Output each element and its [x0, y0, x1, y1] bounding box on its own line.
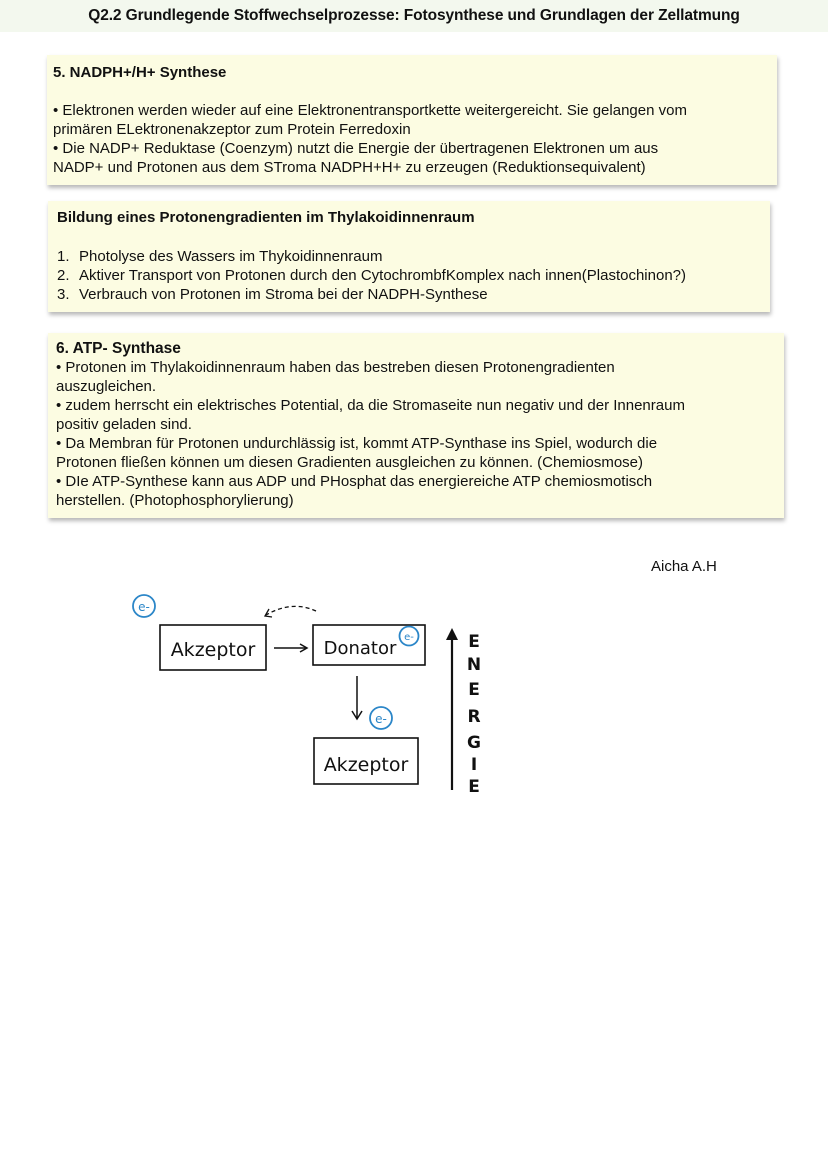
energy-letter: G [467, 733, 481, 753]
list-text: Photolyse des Wassers im Thykoidinnenraum [79, 248, 383, 265]
energy-letter: R [467, 707, 481, 727]
nadph-synthesis-title: 5. NADPH+/H+ Synthese [53, 64, 227, 81]
list-number: 3. [57, 286, 70, 303]
energy-letter: I [470, 755, 478, 775]
energy-label [467, 632, 481, 797]
energy-letter: E [468, 632, 480, 652]
atp-synthase-title: 6. ATP- Synthase [56, 340, 181, 357]
energy-letter: N [466, 655, 482, 675]
donator-label: Donator [323, 638, 397, 659]
energy-letter: E [468, 777, 480, 797]
list-text: Verbrauch von Protonen im Stroma bei der NADPH-Synthese [79, 286, 488, 303]
atp-line: Protonen fließen können um diesen Gradienten ausgleichen zu können. (Chemiosmose) [56, 454, 644, 471]
author-name: Aicha A.H [651, 558, 717, 575]
proton-gradient-title: Bildung eines Protonengradienten im Thylakoidinnenraum [57, 209, 475, 226]
atp-line: • Protonen im Thylakoidinnenraum haben das bestreben diesen Protonengradienten [56, 359, 615, 376]
electron-icon [133, 595, 155, 617]
nadph-line: primären ELektronenakzeptor zum Protein Ferredoxin [53, 121, 411, 138]
list-number: 2. [57, 267, 70, 284]
energy-arrow-icon [446, 628, 458, 790]
atp-line: positiv geladen sind. [56, 416, 192, 433]
dashed-curved-arrow-icon [265, 606, 316, 617]
nadph-line: • Elektronen werden wieder auf eine Elektronentransportkette weitergereicht. Sie gelangen vom [53, 102, 687, 119]
atp-line: auszugleichen. [56, 378, 157, 395]
svg-text:e-: e- [138, 600, 150, 614]
atp-line: • Da Membran für Protonen undurchlässig ist, kommt ATP-Synthase ins Spiel, wodurch die [56, 435, 658, 452]
nadph-line: NADP+ und Protonen aus dem STroma NADPH+H+ zu erzeugen (Reduktionsequivalent) [53, 159, 646, 176]
list-number: 1. [57, 248, 70, 265]
list-text: Aktiver Transport von Protonen durch den CytochrombfKomplex nach innen(Plastochinon?) [79, 267, 686, 284]
nadph-line: • Die NADP+ Reduktase (Coenzym) nutzt die Energie der übertragenen Elektronen um aus [53, 140, 659, 157]
page-title: Q2.2 Grundlegende Stoffwechselprozesse: Fotosynthese und Grundlagen der Zellatmung [88, 7, 740, 24]
svg-text:e-: e- [404, 632, 414, 643]
arrow-down-icon [352, 676, 362, 719]
energy-letter: E [468, 680, 480, 700]
atp-line: herstellen. (Photophosphorylierung) [56, 492, 294, 509]
arrow-right-icon [274, 644, 307, 652]
atp-line: • zudem herrscht ein elektrisches Potential, da die Stromaseite nun negativ und der Innenraum [56, 397, 685, 414]
atp-line: • DIe ATP-Synthese kann aus ADP und PHosphat das energiereiche ATP chemiosmotisch [56, 473, 653, 490]
svg-text:e-: e- [375, 712, 387, 726]
acceptor-label-bottom: Akzeptor [323, 754, 409, 776]
acceptor-label-top: Akzeptor [170, 639, 256, 661]
electron-icon [400, 627, 419, 646]
electron-icon [370, 707, 392, 729]
